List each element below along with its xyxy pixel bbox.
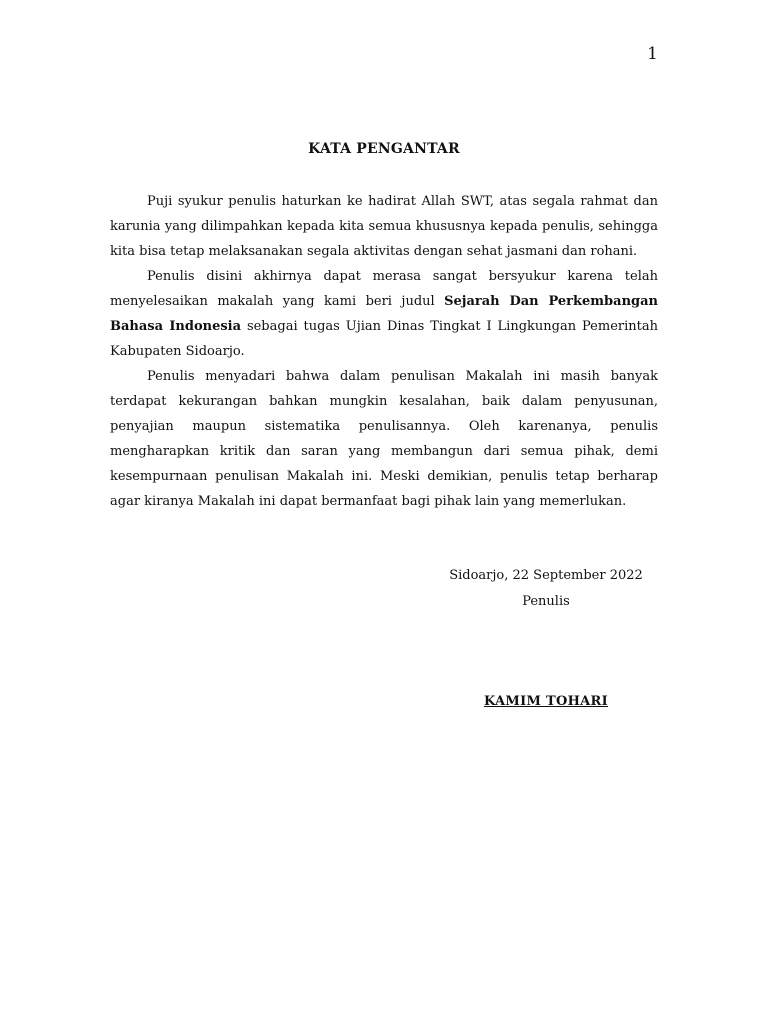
page-number: 1 (647, 44, 658, 64)
document-title: KATA PENGANTAR (308, 141, 460, 157)
paragraph-2 (110, 264, 658, 364)
document-body (110, 189, 658, 514)
signature-role: Penulis (522, 594, 570, 609)
paragraph-1: Puji syukur penulis haturkan ke hadirat Allah SWT, atas segala rahmat dan karunia yang dilimpahkan kepada kita semua khususnya kepada penulis, sehingga kita bisa tetap melaksanakan segala aktivitas dengan sehat jasmani dan rohani. (110, 194, 658, 259)
paragraph-2-text-end: sebagai tugas Ujian Dinas Tingkat I Lingkungan Pemerintah Kabupaten Sidoarjo. (110, 319, 658, 359)
signature-name: KAMIM TOHARI (483, 694, 609, 709)
signature-place-date: Sidoarjo, 22 September 2022 (449, 568, 643, 583)
paper-title-bold: Sejarah Dan Perkembangan Bahasa Indonesia (110, 294, 658, 334)
paragraph-3: Penulis menyadari bahwa dalam penulisan Makalah ini masih banyak terdapat kekurangan bahkan mungkin kesalahan, baik dalam penyusunan, penyajian maupun sistematika penulisannya. Oleh karenanya, penulis mengharapkan kritik dan saran yang membangun dari semua pihak, demi kesempurnaan penulisan Makalah ini. Meski demikian, penulis tetap berharap agar kiranya Makalah ini dapat bermanfaat bagi pihak lain yang memerlukan. (110, 369, 658, 509)
paragraph-2-text-start: Penulis disini akhirnya dapat merasa sangat bersyukur karena telah menyelesaikan makalah yang kami beri judul (110, 269, 658, 309)
